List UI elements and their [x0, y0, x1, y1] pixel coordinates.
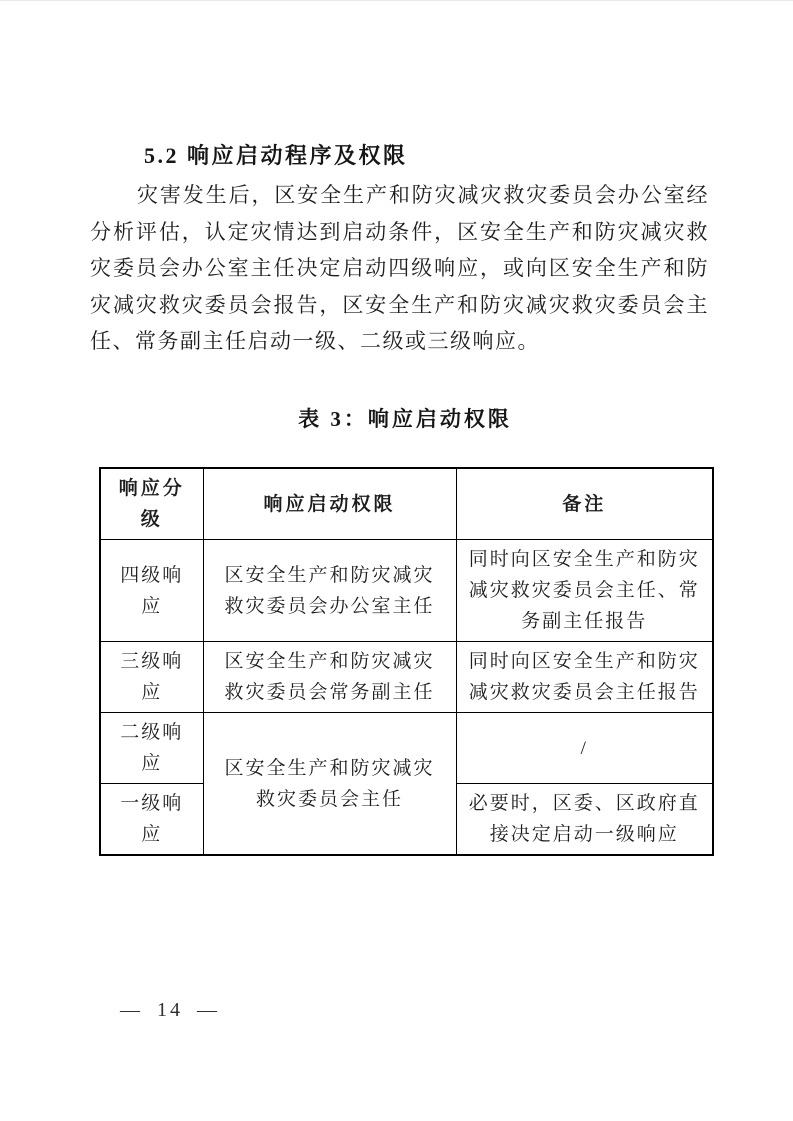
table-row-level4 — [100, 540, 713, 642]
table-header-row — [100, 468, 713, 540]
cell-level: 二级响应 — [100, 713, 203, 784]
table-title: 表 3：响应启动权限 — [298, 407, 512, 431]
header-cell-launch-authority: 响应启动权限 — [203, 468, 456, 540]
body-paragraph: 灾害发生后，区安全生产和防灾减灾救灾委员会办公室经分析评估，认定灾情达到启动条件，区安全生产和防灾减灾救灾委员会办公室主任决定启动四级响应，或向区安全生产和防灾减灾救灾委员会报告，区安全生产和防灾减灾救灾委员会主任、常务副主任启动一级、二级或三级响应。 — [90, 183, 709, 353]
response-authority-table — [99, 467, 714, 856]
header-cell-response-level: 响应分级 — [100, 468, 203, 540]
cell-note: 必要时，区委、区政府直接决定启动一级响应 — [456, 784, 713, 856]
cell-note: 同时向区安全生产和防灾减灾救灾委员会主任报告 — [456, 642, 713, 713]
cell-authority: 区安全生产和防灾减灾救灾委员会办公室主任 — [203, 540, 456, 642]
cell-note: / — [456, 713, 713, 784]
header-cell-remarks: 备注 — [456, 468, 713, 540]
section-heading: 5.2 响应启动程序及权限 — [144, 143, 408, 168]
cell-level: 三级响应 — [100, 642, 203, 713]
cell-level: 一级响应 — [100, 784, 203, 856]
cell-note: 同时向区安全生产和防灾减灾救灾委员会主任、常务副主任报告 — [456, 540, 713, 642]
cell-authority: 区安全生产和防灾减灾救灾委员会常务副主任 — [203, 642, 456, 713]
page-number: — 14 — — [120, 999, 220, 1021]
table-row-level3 — [100, 642, 713, 713]
cell-level: 四级响应 — [100, 540, 203, 642]
table-row-level2 — [100, 713, 713, 784]
cell-authority-merged: 区安全生产和防灾减灾救灾委员会主任 — [203, 713, 456, 856]
